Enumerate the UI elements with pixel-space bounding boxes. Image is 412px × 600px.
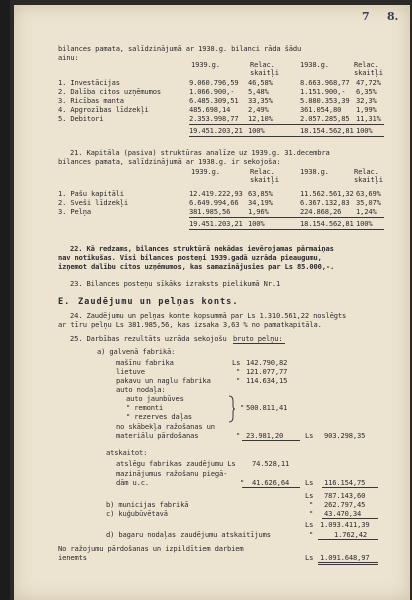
- amount-underline: [322, 487, 378, 488]
- currency: Ls: [305, 478, 314, 487]
- table-cell: 485.698,14: [189, 105, 231, 114]
- total-rule: [189, 124, 384, 125]
- table-cell: 34,19%: [248, 198, 273, 207]
- amount: 142.790,82: [246, 358, 288, 367]
- col-header-1938: 1938.g.: [300, 60, 329, 69]
- list-item-label: pakavu un naglu fabrika: [116, 376, 211, 385]
- list-item-label: mašīnu fabrika: [116, 358, 174, 367]
- table-row-label: 2. Sveši līdzekļi: [58, 198, 129, 207]
- amount: 114.634,15: [246, 376, 288, 385]
- table-row-label: 1. Pašu kapitāli: [58, 189, 124, 198]
- currency: ": [236, 367, 241, 376]
- list-item-label: a) galvenā fabrikā:: [97, 347, 176, 356]
- amount: 1.093.411,39: [320, 520, 370, 529]
- table-cell: 35,07%: [356, 198, 381, 207]
- table-cell: 5.880.353,39: [300, 96, 350, 105]
- table-cell: 47,72%: [356, 78, 381, 87]
- table-cell: 11.562.561,32: [300, 189, 354, 198]
- assets-intro-line-1: bilances pamata, salīdzinājumā ar 1938.g. bilanci rāda šādu: [58, 44, 302, 53]
- table-cell: 11,31%: [356, 114, 381, 123]
- table-cell: 6.367.132,83: [300, 198, 350, 207]
- amount-underline: [322, 518, 378, 519]
- paragraph-25: 25. Darbības rezultāts uzrāda sekojošu: [70, 334, 227, 343]
- table-row-label: 2. Dalība citos uzņēmumos: [58, 87, 162, 96]
- list-item-label: c) kuģubūvētavā: [106, 509, 168, 518]
- table-cell: 361.054,80: [300, 105, 342, 114]
- col-header-rel-1: Relac.: [250, 60, 275, 69]
- table-cell: 224.868,26: [300, 207, 342, 216]
- table-cell: 1.151.900,-: [300, 87, 346, 96]
- amount: 121.077,77: [246, 367, 288, 376]
- currency: Ls: [305, 491, 314, 500]
- table-cell: 33,35%: [248, 96, 273, 105]
- paragraph-25-emphasis: bruto pelņu:: [233, 334, 283, 343]
- amount-underline: [318, 539, 378, 540]
- table-cell: 63,85%: [248, 189, 273, 198]
- table-cell: 2.353.998,77: [189, 114, 239, 123]
- col-header-1938: 1938.g.: [300, 167, 329, 176]
- amount: 500.811,41: [246, 403, 288, 412]
- table-cell: 381.985,56: [189, 207, 231, 216]
- amount-double-underline: [318, 564, 378, 565]
- table-row-label: 4. Apgrozības līdzekļi: [58, 105, 149, 114]
- col-header-1939: 1939.g.: [191, 167, 220, 176]
- table-cell: 6.485.309,51: [189, 96, 239, 105]
- liabilities-intro-line-1: 21. Kapitāla (pasiva) struktūras analīze uz 1939.g. 31.decembra: [70, 148, 330, 157]
- list-item-label: mazinājumus ražošanu piegā-: [116, 469, 228, 478]
- paragraph-23: 23. Bilances posteņu sīkāks izraksts pielikumā Nr.1: [70, 279, 281, 288]
- list-item-label: d) bagaru nodaļas zaudējumu atskaitījums: [106, 530, 271, 539]
- amount: 43.470,34: [324, 509, 362, 518]
- currency: Ls: [232, 358, 241, 367]
- col-header-rel-2: Relac.: [354, 60, 379, 69]
- list-item-label: lietuve: [116, 367, 145, 376]
- table-cell: 6,35%: [356, 87, 377, 96]
- currency: ": [236, 376, 241, 385]
- col-header-skaitli-2: skaitļi: [354, 175, 383, 184]
- table-cell: 2,49%: [248, 105, 269, 114]
- table-cell: 12,10%: [248, 114, 273, 123]
- amount: 1.091.648,97: [320, 553, 370, 562]
- amount-underline: [242, 440, 300, 441]
- col-header-skaitli-2: skaitļi: [354, 68, 383, 77]
- amount: 262.797,45: [324, 500, 366, 509]
- currency: Ls: [305, 553, 314, 562]
- currency: Ls: [305, 520, 314, 529]
- col-header-rel-1: Relac.: [250, 167, 275, 176]
- total-double-rule: [189, 136, 384, 137]
- table-cell: 1.066.900,-: [189, 87, 235, 96]
- list-item-label: no skābekļa ražošanas un: [116, 422, 215, 431]
- amount-underline: [318, 562, 378, 563]
- paragraph-22-line-2: nav notikušas. Visi bilances posteņi 1939.gadā uzrāda pieaugumu,: [58, 253, 322, 262]
- amount: 74.528,11: [252, 459, 290, 468]
- list-item-label: atskaitot:: [106, 448, 148, 457]
- table-row-label: 5. Debitori: [58, 114, 104, 123]
- table-cell: 1,24%: [356, 207, 377, 216]
- table-cell: 6.649.994,66: [189, 198, 239, 207]
- total-double-rule: [189, 229, 384, 230]
- assets-intro-line-2: ainu:: [58, 53, 79, 62]
- total-cell: 19.451.203,21: [189, 219, 243, 228]
- list-item-label: atslēgu fabrikas zaudējumu Ls: [116, 459, 236, 468]
- liabilities-intro-line-2: bilances pamata, salīdzinājumā ar 1938.g. ir sekojoša:: [58, 157, 281, 166]
- list-item-label: auto jaunbūves: [126, 394, 184, 403]
- table-cell: 12.419.222,93: [189, 189, 243, 198]
- table-cell: 8.663.968,77: [300, 78, 350, 87]
- list-item-label: b) municijas fabrikā: [106, 500, 189, 509]
- total-cell: 18.154.562,81: [300, 219, 354, 228]
- table-cell: 5,48%: [248, 87, 269, 96]
- amount: 1.762,42: [334, 530, 367, 539]
- paragraph-24-line-1: 24. Zaudējumu un pelņas konte kopsummā par Ls 1.310.561,22 noslēgts: [70, 311, 347, 320]
- table-row-label: 1. Investācijas: [58, 78, 120, 87]
- currency: ": [240, 403, 245, 412]
- amount-underline: [242, 487, 300, 488]
- scan-edge: [0, 0, 10, 600]
- table-cell: 2.057.285,85: [300, 114, 350, 123]
- table-cell: 63,69%: [356, 189, 381, 198]
- list-item-label: " rezerves daļas: [126, 412, 192, 421]
- section-title: Zaudējumu un pelņas konts.: [78, 297, 239, 307]
- amount: 41.626,64: [252, 478, 290, 487]
- table-row-label: 3. Ricības manta: [58, 96, 124, 105]
- page-mark: 8.: [387, 10, 399, 23]
- table-cell: 32,3%: [356, 96, 377, 105]
- brace-icon: [228, 395, 236, 423]
- total-rule: [189, 217, 384, 218]
- col-header-skaitli-1: skaitļi: [250, 68, 279, 77]
- amount: 903.298,35: [324, 431, 366, 440]
- total-cell: 100%: [356, 219, 373, 228]
- list-item-label: auto nodaļa:: [116, 385, 166, 394]
- currency: ": [309, 509, 314, 518]
- list-item-label: No ražojumu pārdošanas un izpildītiem darbiem: [58, 544, 244, 553]
- document-page: [14, 5, 410, 600]
- amount: 116.154,75: [324, 478, 366, 487]
- table-cell: 9.060.796,59: [189, 78, 239, 87]
- currency: ": [236, 431, 241, 440]
- currency: ": [309, 500, 314, 509]
- currency: Ls: [305, 431, 314, 440]
- list-item-label: " remonti: [126, 403, 164, 412]
- page-number: 7: [362, 10, 370, 23]
- amount: 787.143,60: [324, 491, 366, 500]
- list-item-label: ienemts: [58, 553, 87, 562]
- emphasis-underline: [233, 343, 285, 344]
- paragraph-24-line-2: ar tīru pelņu Ls 381.985,56, kas izsaka 3,63 % no pamatkapitāla.: [58, 320, 322, 329]
- list-item-label: dām u.c.: [116, 478, 149, 487]
- total-cell: 19.451.203,21: [189, 126, 243, 135]
- table-cell: 1,96%: [248, 207, 269, 216]
- table-cell: 1,99%: [356, 105, 377, 114]
- table-cell: 46,58%: [248, 78, 273, 87]
- paragraph-22-line-1: 22. Kā redzams, bilances struktūrā nekādas ievērojamas pārmaiņas: [70, 244, 334, 253]
- col-header-rel-2: Relac.: [354, 167, 379, 176]
- col-header-1939: 1939.g.: [191, 60, 220, 69]
- total-cell: 100%: [356, 126, 373, 135]
- total-cell: 18.154.562,81: [300, 126, 354, 135]
- total-cell: 100%: [248, 126, 265, 135]
- table-row-label: 3. Pelņa: [58, 207, 91, 216]
- list-item-label: materiālu pārdošanas: [116, 431, 199, 440]
- paragraph-22-line-3: izņemot dalību citos uzņēmumos, kas samazinājusies par Ls 85.000,-.: [58, 262, 335, 271]
- section-letter: E.: [58, 297, 71, 307]
- amount: 23.981,20: [246, 431, 284, 440]
- currency: ": [240, 478, 245, 487]
- col-header-skaitli-1: skaitļi: [250, 175, 279, 184]
- total-cell: 100%: [248, 219, 265, 228]
- currency: ": [309, 530, 314, 539]
